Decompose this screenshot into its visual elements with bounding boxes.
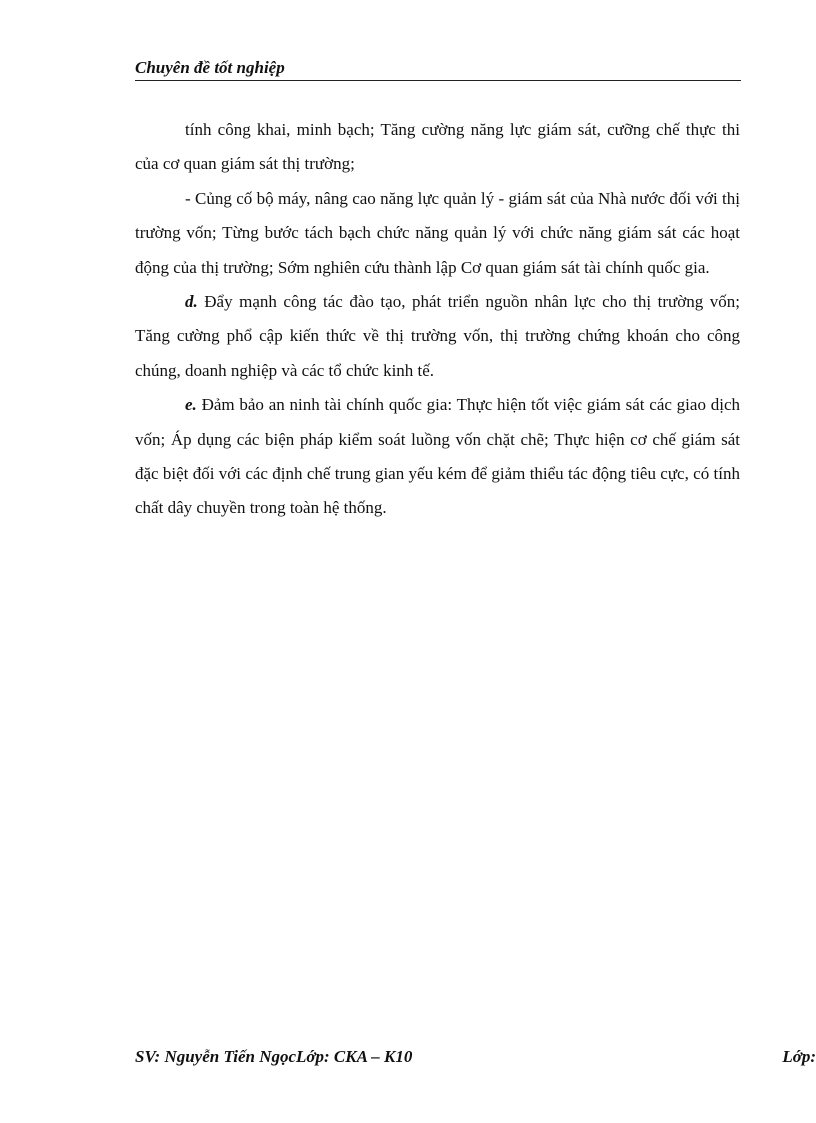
document-body bbox=[135, 113, 740, 526]
footer-class-label: Lớp: bbox=[782, 1047, 816, 1066]
page-footer bbox=[135, 1046, 816, 1070]
paragraph-text: Đẩy mạnh công tác đào tạo, phát triển nguồn nhân lực cho thị trường vốn; Tăng cường phổ cập kiến thức về thị trường vốn, thị trường chứng khoán cho công chúng, doanh nghiệp và các tổ chức kinh tế. bbox=[135, 292, 740, 380]
footer-student-info: SV: Nguyễn Tiến NgọcLớp: CKA – K10 bbox=[135, 1047, 413, 1066]
paragraph-item-e bbox=[135, 388, 740, 526]
paragraph-bullet bbox=[135, 182, 740, 285]
item-label-d: d. bbox=[185, 292, 198, 312]
item-label-e: e. bbox=[185, 395, 197, 415]
paragraph-text: - Củng cố bộ máy, nâng cao năng lực quản lý - giám sát của Nhà nước đối với thị trường vốn; Từng bước tách bạch chức năng quản lý với chức năng giám sát các hoạt động của thị trường; Sớm nghiên cứu thành lập Cơ quan giám sát tài chính quốc gia. bbox=[135, 188, 740, 277]
page-header bbox=[135, 58, 741, 81]
paragraph-text: Đảm bảo an ninh tài chính quốc gia: Thực hiện tốt việc giám sát các giao dịch vốn; Áp dụng các biện pháp kiểm soát luồng vốn chặt chẽ; Thực hiện cơ chế giám sát đặc biệt đối với các định chế trung gian yếu kém để giảm thiểu tác động tiêu cực, có tính chất dây chuyền trong toàn hệ thống. bbox=[135, 395, 740, 518]
header-title: Chuyên đề tốt nghiệp bbox=[135, 58, 285, 77]
paragraph-text: tính công khai, minh bạch; Tăng cường năng lực giám sát, cưỡng chế thực thi của cơ quan giám sát thị trường; bbox=[135, 120, 740, 174]
paragraph-continuation bbox=[135, 113, 740, 182]
paragraph-item-d bbox=[135, 285, 740, 388]
